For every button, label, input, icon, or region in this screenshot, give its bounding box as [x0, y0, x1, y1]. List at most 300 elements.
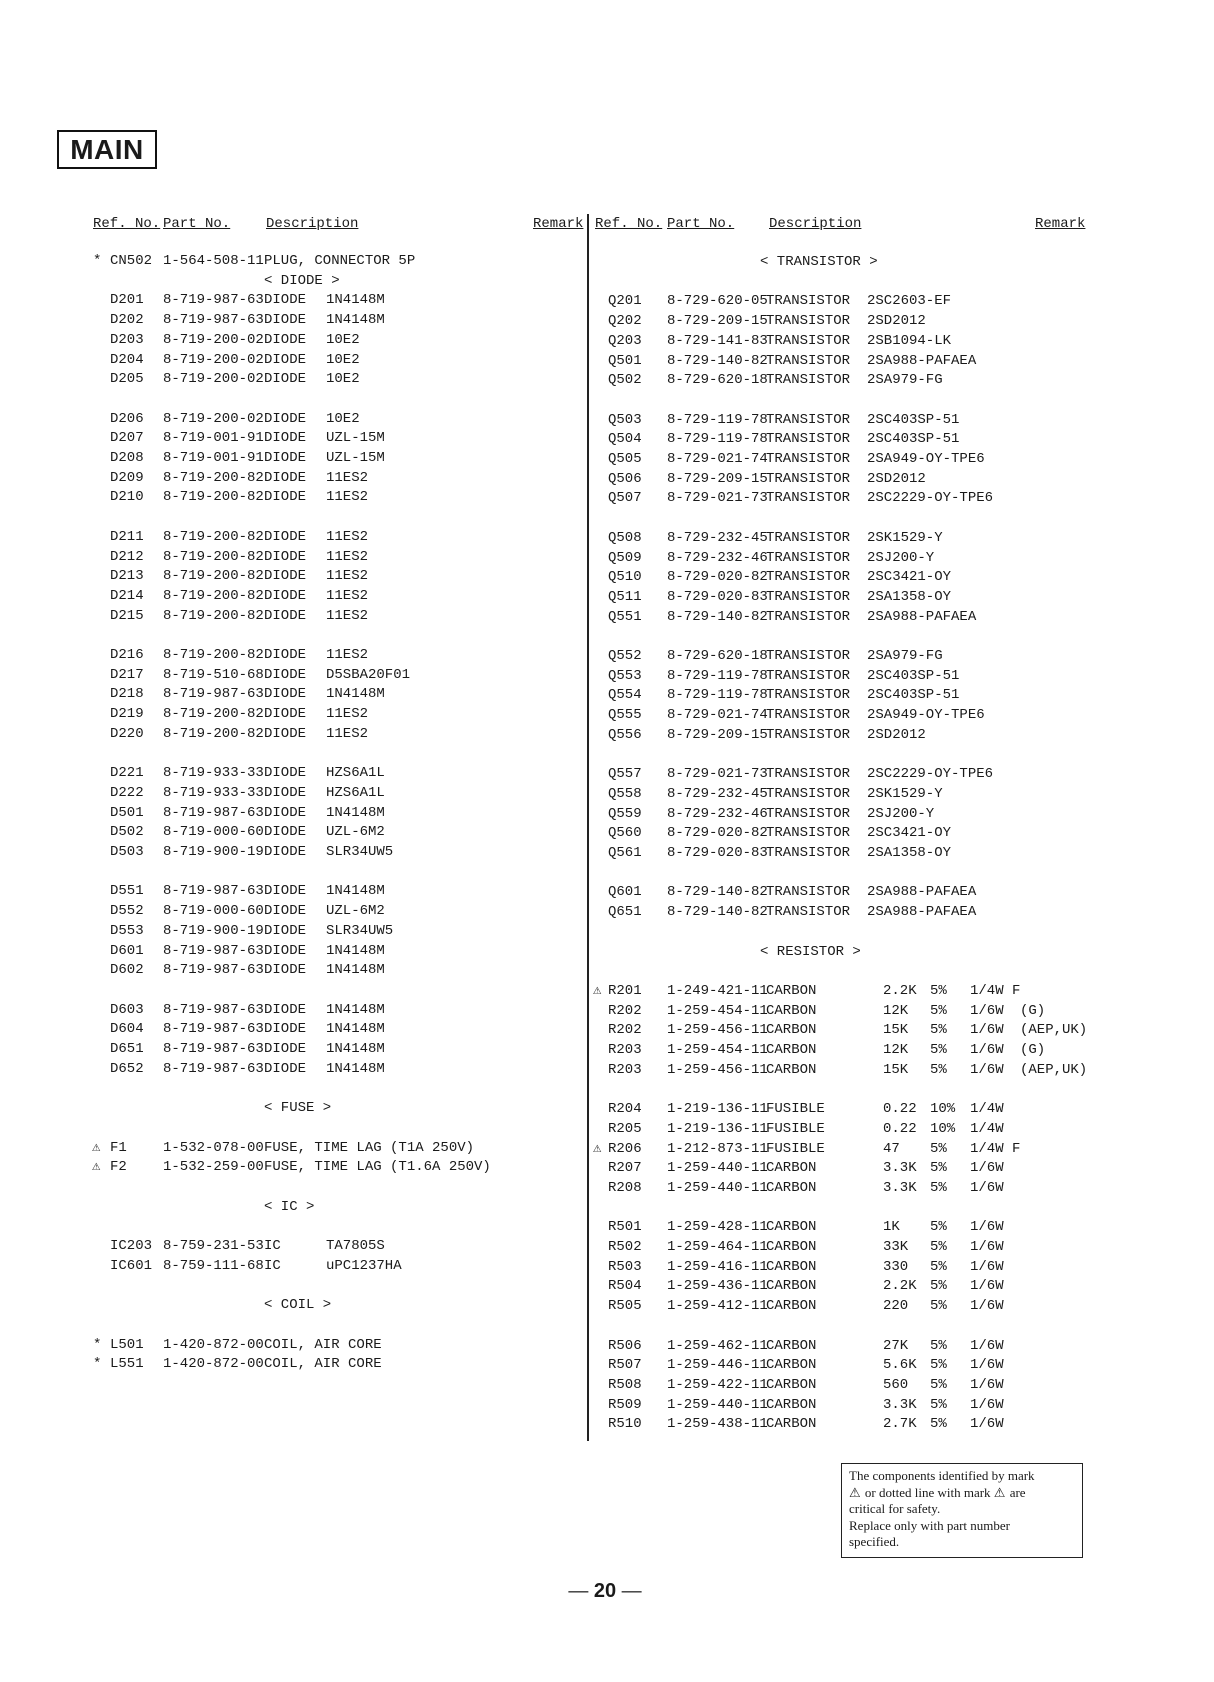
part-no: 8-719-987-63 — [163, 686, 264, 703]
value: 12K — [883, 1002, 909, 1019]
part-no: 8-719-200-82 — [163, 587, 264, 604]
part-no: 8-719-200-82 — [163, 548, 264, 565]
ref-no: R206 — [608, 1140, 642, 1157]
spec: UZL-15M — [326, 430, 385, 447]
asterisk-mark: * — [93, 253, 102, 269]
table-row — [0, 1217, 1100, 1237]
ref-no: D217 — [110, 666, 144, 683]
description: CARBON — [766, 1337, 817, 1354]
ref-no: R509 — [608, 1396, 642, 1413]
table-row — [0, 725, 1100, 745]
spec: HZS6A1L — [326, 765, 385, 782]
ref-no: Q507 — [608, 490, 642, 507]
tolerance: 5% — [930, 1002, 947, 1019]
ref-no: Q552 — [608, 648, 642, 664]
ref-no: D202 — [110, 312, 144, 329]
description: TRANSISTOR — [766, 648, 851, 664]
ref-no: D219 — [110, 706, 144, 723]
tolerance: 5% — [930, 1219, 947, 1236]
notice-line-1: The components identified by mark — [849, 1468, 1035, 1483]
part-no: 8-729-141-83 — [667, 332, 768, 349]
part-no: 8-719-000-60 — [163, 824, 264, 841]
description: DIODE — [264, 489, 307, 506]
spec: 2SC3421-OY — [867, 569, 952, 586]
wattage: 1/6W — [970, 1022, 1004, 1039]
description: DIODE — [264, 568, 307, 585]
spec: HZS6A1L — [326, 784, 385, 801]
description: TRANSISTOR — [766, 451, 851, 467]
part-no: 8-719-200-82 — [163, 647, 264, 663]
table-row — [0, 488, 1100, 508]
ref-no: D220 — [110, 725, 144, 742]
spec: 1N4148M — [326, 292, 385, 309]
description: DIODE — [264, 410, 307, 427]
part-no: 8-719-001-91 — [163, 430, 264, 447]
part-no: 8-729-620-05 — [667, 293, 768, 310]
part-no: 8-729-021-74 — [667, 451, 768, 467]
spec: 2SC2603-EF — [867, 293, 952, 310]
wattage: 1/6W — [970, 1061, 1004, 1078]
table-row — [0, 528, 1100, 548]
spec: 2SC2229-OY-TPE6 — [867, 490, 994, 507]
asterisk-mark: * — [93, 1356, 102, 1373]
spec: 2SC3421-OY — [867, 825, 952, 842]
description: CARBON — [766, 1376, 817, 1393]
ref-no: Q554 — [608, 687, 642, 704]
table-row — [0, 1139, 1100, 1159]
spec: 1N4148M — [326, 942, 385, 959]
table-row — [0, 607, 1100, 627]
description: DIODE — [264, 430, 307, 447]
description: DIODE — [264, 331, 307, 348]
spec: 2SJ200-Y — [867, 549, 935, 566]
table-row — [0, 1355, 1100, 1375]
value: 33K — [883, 1239, 909, 1255]
description: CARBON — [766, 1357, 817, 1374]
part-no: 8-729-232-46 — [667, 805, 768, 822]
spec: 2SB1094-LK — [867, 332, 952, 349]
description: PLUG, CONNECTOR 5P — [264, 253, 416, 269]
value: 0.22 — [883, 1120, 917, 1137]
table-row — [0, 685, 1100, 705]
spec: 11ES2 — [326, 587, 369, 604]
part-no: 8-719-900-19 — [163, 922, 264, 939]
warning-triangle-icon: ⚠ — [593, 982, 602, 999]
description: TRANSISTOR — [766, 490, 851, 507]
description: DIODE — [264, 706, 307, 723]
spec: UZL-6M2 — [326, 824, 385, 841]
wattage: 1/4W — [970, 1120, 1004, 1137]
description: DIODE — [264, 528, 307, 545]
ref-no: Q557 — [608, 766, 642, 783]
wattage: 1/6W — [970, 1002, 1004, 1019]
ref-no: D551 — [110, 883, 144, 900]
tolerance: 5% — [930, 1042, 947, 1058]
ref-no: Q651 — [608, 904, 642, 921]
spec: 10E2 — [326, 371, 360, 388]
spec: 11ES2 — [326, 725, 369, 742]
value: 2.2K — [883, 1278, 917, 1295]
table-row — [0, 1237, 1100, 1257]
value: 15K — [883, 1022, 909, 1039]
wattage: 1/6W — [970, 1416, 1004, 1433]
ref-no: Q511 — [608, 588, 642, 605]
description: TRANSISTOR — [766, 529, 851, 546]
description: TRANSISTOR — [766, 608, 851, 625]
part-no: 1-212-873-11 — [667, 1140, 768, 1157]
section-heading: < FUSE > — [264, 1100, 332, 1117]
wattage: 1/6W — [970, 1042, 1004, 1058]
spec: 1N4148M — [326, 1001, 385, 1018]
part-no: 1-259-436-11 — [667, 1278, 768, 1295]
description: TRANSISTOR — [766, 904, 851, 921]
table-row — [0, 587, 1100, 607]
spec: 2SA949-OY-TPE6 — [867, 451, 985, 467]
ref-no: D205 — [110, 371, 144, 388]
spec: 2SD2012 — [867, 726, 926, 743]
spec: 11ES2 — [326, 489, 369, 506]
part-no: 8-719-987-63 — [163, 804, 264, 821]
warning-triangle-icon: ⚠ — [92, 1139, 101, 1156]
section-heading: < COIL > — [264, 1297, 332, 1314]
spec: 2SC403SP-51 — [867, 431, 960, 448]
wattage: 1/6W — [970, 1160, 1004, 1177]
value: 27K — [883, 1337, 909, 1354]
description: TRANSISTOR — [766, 707, 851, 724]
value: 5.6K — [883, 1357, 917, 1374]
description: DIODE — [264, 784, 307, 801]
description: TRANSISTOR — [766, 470, 851, 487]
description: DIODE — [264, 292, 307, 309]
part-no: 1-259-438-11 — [667, 1416, 768, 1433]
wattage: 1/6W — [970, 1219, 1004, 1236]
part-no: 8-719-510-68 — [163, 666, 264, 683]
part-no: 1-564-508-11 — [163, 253, 264, 269]
description: DIODE — [264, 1060, 307, 1077]
table-row — [0, 1040, 1100, 1060]
description: TRANSISTOR — [766, 569, 851, 586]
description: DIODE — [264, 942, 307, 959]
spec: 1N4148M — [326, 312, 385, 329]
description: DIODE — [264, 647, 307, 663]
value: 12K — [883, 1042, 909, 1058]
spec: 1N4148M — [326, 1041, 385, 1057]
part-no: 8-729-140-82 — [667, 352, 768, 369]
part-no: 8-719-987-63 — [163, 312, 264, 329]
wattage: 1/6W — [970, 1258, 1004, 1275]
spec: 10E2 — [326, 351, 360, 368]
ref-no: Q501 — [608, 352, 642, 369]
description: DIODE — [264, 1021, 307, 1038]
ref-no: Q504 — [608, 431, 642, 448]
part-no: 8-719-987-63 — [163, 1060, 264, 1077]
part-no: 8-729-119-78 — [667, 687, 768, 704]
table-row — [0, 882, 1100, 902]
ref-no: R202 — [608, 1022, 642, 1039]
ref-no: R207 — [608, 1160, 642, 1177]
spec: 2SA988-PAFAEA — [867, 904, 977, 921]
tolerance: 5% — [930, 1357, 947, 1374]
part-no: 8-729-232-45 — [667, 529, 768, 546]
ref-no: D209 — [110, 469, 144, 486]
description: TRANSISTOR — [766, 825, 851, 842]
table-row — [0, 370, 1100, 390]
wattage: 1/6W — [970, 1278, 1004, 1295]
wattage: 1/6W — [970, 1239, 1004, 1255]
description: TRANSISTOR — [766, 313, 851, 330]
description: DIODE — [264, 725, 307, 742]
notice-line-2b: are — [1009, 1484, 1026, 1500]
table-row — [0, 331, 1100, 351]
table-row — [0, 1395, 1100, 1415]
description: DIODE — [264, 666, 307, 683]
description: CARBON — [766, 982, 817, 999]
ref-no: L551 — [110, 1356, 144, 1373]
table-row — [0, 1276, 1100, 1296]
tolerance: 5% — [930, 1160, 947, 1177]
part-no: 8-719-200-82 — [163, 489, 264, 506]
part-no: 8-729-232-46 — [667, 549, 768, 566]
description: CARBON — [766, 1061, 817, 1078]
part-no: 8-729-209-15 — [667, 470, 768, 487]
table-row — [0, 784, 1100, 804]
description: DIODE — [264, 883, 307, 900]
table-row — [0, 1257, 1100, 1277]
description: TRANSISTOR — [766, 588, 851, 605]
part-no: 8-729-119-78 — [667, 411, 768, 428]
value: 2.7K — [883, 1416, 917, 1433]
ref-no: D221 — [110, 765, 144, 782]
spec: 2SA988-PAFAEA — [867, 884, 977, 901]
spec: UZL-15M — [326, 450, 385, 466]
spec: 1N4148M — [326, 686, 385, 703]
ref-no: D204 — [110, 351, 144, 368]
ref-no: R204 — [608, 1101, 642, 1118]
ref-no: R505 — [608, 1298, 642, 1315]
spec: 11ES2 — [326, 568, 369, 585]
header-desc-left: Description — [266, 216, 359, 232]
header-desc-right: Description — [769, 216, 862, 232]
ref-no: D207 — [110, 430, 144, 447]
part-no: 1-259-462-11 — [667, 1337, 768, 1354]
ref-no: Q558 — [608, 785, 642, 802]
spec: 2SA988-PAFAEA — [867, 608, 977, 625]
ref-no: D501 — [110, 804, 144, 821]
table-row — [0, 1060, 1100, 1080]
value: 3.3K — [883, 1396, 917, 1413]
table-row — [0, 646, 1100, 666]
ref-no: Q203 — [608, 332, 642, 349]
part-no: 1-259-422-11 — [667, 1376, 768, 1393]
part-no: 1-259-440-11 — [667, 1396, 768, 1413]
ref-no: R508 — [608, 1376, 642, 1393]
ref-no: IC601 — [110, 1257, 153, 1274]
description: DIODE — [264, 765, 307, 782]
ref-no: D503 — [110, 844, 144, 860]
table-row — [0, 804, 1100, 824]
table-row — [0, 548, 1100, 568]
ref-no: D210 — [110, 489, 144, 506]
part-no: 1-249-421-11 — [667, 982, 768, 999]
ref-no: R503 — [608, 1258, 642, 1275]
wattage: 1/6W — [970, 1298, 1004, 1315]
description: TRANSISTOR — [766, 687, 851, 704]
spec: 11ES2 — [326, 607, 369, 624]
description: DIODE — [264, 844, 307, 860]
ref-no: Q560 — [608, 825, 642, 842]
ref-no: R504 — [608, 1278, 642, 1295]
ref-no: Q509 — [608, 549, 642, 566]
tolerance: 5% — [930, 1376, 947, 1393]
tolerance: 5% — [930, 1140, 947, 1157]
part-no: 1-259-456-11 — [667, 1022, 768, 1039]
part-no: 1-219-136-11 — [667, 1120, 768, 1137]
spec: 11ES2 — [326, 706, 369, 723]
header-ref-left: Ref. No. — [93, 216, 161, 232]
wattage: 1/6W — [970, 1376, 1004, 1393]
ref-no: R501 — [608, 1219, 642, 1236]
tolerance: 5% — [930, 1416, 947, 1433]
description: FUSE, TIME LAG (T1.6A 250V) — [264, 1159, 491, 1176]
wattage: 1/6W — [970, 1396, 1004, 1413]
wattage: 1/6W — [970, 1357, 1004, 1374]
table-row — [0, 311, 1100, 331]
spec: 1N4148M — [326, 962, 385, 979]
description: IC — [264, 1238, 281, 1254]
description: IC — [264, 1257, 281, 1274]
part-no: 8-729-021-73 — [667, 766, 768, 783]
table-row — [0, 469, 1100, 489]
table-row — [0, 1414, 1100, 1434]
notice-line-5: specified. — [849, 1534, 900, 1549]
spec: 2SC403SP-51 — [867, 687, 960, 704]
description: DIODE — [264, 450, 307, 466]
description: TRANSISTOR — [766, 766, 851, 783]
wattage: 1/4W — [970, 1101, 1004, 1118]
ref-no: D214 — [110, 587, 144, 604]
part-no: 8-719-200-82 — [163, 528, 264, 545]
part-no: 1-259-440-11 — [667, 1179, 768, 1196]
description: DIODE — [264, 824, 307, 841]
asterisk-mark: * — [93, 1336, 102, 1353]
safety-notice — [841, 1463, 1083, 1558]
description: CARBON — [766, 1160, 817, 1177]
description: COIL, AIR CORE — [264, 1356, 382, 1373]
section-heading: < DIODE > — [264, 272, 340, 289]
part-no: 1-259-446-11 — [667, 1357, 768, 1374]
table-row — [0, 1296, 1100, 1316]
part-no: 8-719-000-60 — [163, 903, 264, 920]
ref-no: Q553 — [608, 667, 642, 684]
spec: 2SK1529-Y — [867, 785, 943, 802]
spec: 10E2 — [326, 410, 360, 427]
part-no: 1-259-456-11 — [667, 1061, 768, 1078]
description: DIODE — [264, 962, 307, 979]
spec: 2SA988-PAFAEA — [867, 352, 977, 369]
spec: 10E2 — [326, 331, 360, 348]
ref-no: R203 — [608, 1042, 642, 1058]
part-no: 1-259-416-11 — [667, 1258, 768, 1275]
description: TRANSISTOR — [766, 293, 851, 310]
value: 3.3K — [883, 1160, 917, 1177]
description: COIL, AIR CORE — [264, 1336, 382, 1353]
part-no: 8-719-200-82 — [163, 725, 264, 742]
ref-no: R502 — [608, 1239, 642, 1255]
table-row — [0, 960, 580, 980]
spec: 2SA1358-OY — [867, 588, 952, 605]
ref-no: D201 — [110, 292, 144, 309]
part-no: 8-729-020-83 — [667, 588, 768, 605]
remark: (AEP,UK) — [1020, 1022, 1088, 1039]
ref-no: CN502 — [110, 253, 153, 269]
spec: 2SC403SP-51 — [867, 411, 960, 428]
spec: 11ES2 — [326, 469, 369, 486]
ref-no: D602 — [110, 962, 144, 979]
page-number-value: 20 — [593, 1580, 617, 1602]
spec: 1N4148M — [326, 1060, 385, 1077]
tolerance: 10% — [930, 1120, 956, 1137]
tolerance: 5% — [930, 1022, 947, 1039]
description: DIODE — [264, 587, 307, 604]
ref-no: D208 — [110, 450, 144, 466]
ref-no: Q201 — [608, 293, 642, 310]
table-row — [0, 981, 1100, 1001]
ref-no: D206 — [110, 410, 144, 427]
table-row — [0, 1336, 1100, 1356]
description: DIODE — [264, 469, 307, 486]
part-no: 8-729-119-78 — [667, 667, 768, 684]
part-no: 8-729-209-15 — [667, 313, 768, 330]
description: DIODE — [264, 903, 307, 920]
spec: 2SK1529-Y — [867, 529, 943, 546]
value: 2.2K — [883, 982, 917, 999]
description: DIODE — [264, 1001, 307, 1018]
ref-no: Q510 — [608, 569, 642, 586]
ref-no: D552 — [110, 903, 144, 920]
spec: 2SD2012 — [867, 313, 926, 330]
spec: 2SC403SP-51 — [867, 667, 960, 684]
table-row — [0, 666, 1100, 686]
spec: 11ES2 — [326, 647, 369, 663]
part-no: 1-259-428-11 — [667, 1219, 768, 1236]
spec: SLR34UW5 — [326, 844, 394, 860]
description: TRANSISTOR — [766, 667, 851, 684]
ref-no: Q555 — [608, 707, 642, 724]
ref-no: D651 — [110, 1041, 144, 1057]
part-no: 8-759-111-68 — [163, 1257, 264, 1274]
table-row — [0, 449, 1100, 469]
ref-no: Q506 — [608, 470, 642, 487]
section-heading: < IC > — [264, 1198, 315, 1215]
header-part-left: Part No. — [163, 216, 231, 232]
remark: (AEP,UK) — [1020, 1061, 1088, 1078]
part-no: 8-719-933-33 — [163, 765, 264, 782]
ref-no: D553 — [110, 922, 144, 939]
description: CARBON — [766, 1179, 817, 1196]
description: FUSIBLE — [766, 1140, 825, 1157]
ref-no: Q508 — [608, 529, 642, 546]
spec: 2SC2229-OY-TPE6 — [867, 766, 994, 783]
header-remark-right: Remark — [1035, 216, 1086, 232]
notice-line-4: Replace only with part number — [849, 1517, 1011, 1533]
spec: 1N4148M — [326, 1021, 385, 1038]
ref-no: R205 — [608, 1120, 642, 1137]
part-no: 8-729-021-74 — [667, 707, 768, 724]
part-no: 8-719-200-82 — [163, 607, 264, 624]
description: TRANSISTOR — [766, 431, 851, 448]
table-row — [0, 921, 580, 941]
part-no: 8-729-020-82 — [667, 569, 768, 586]
